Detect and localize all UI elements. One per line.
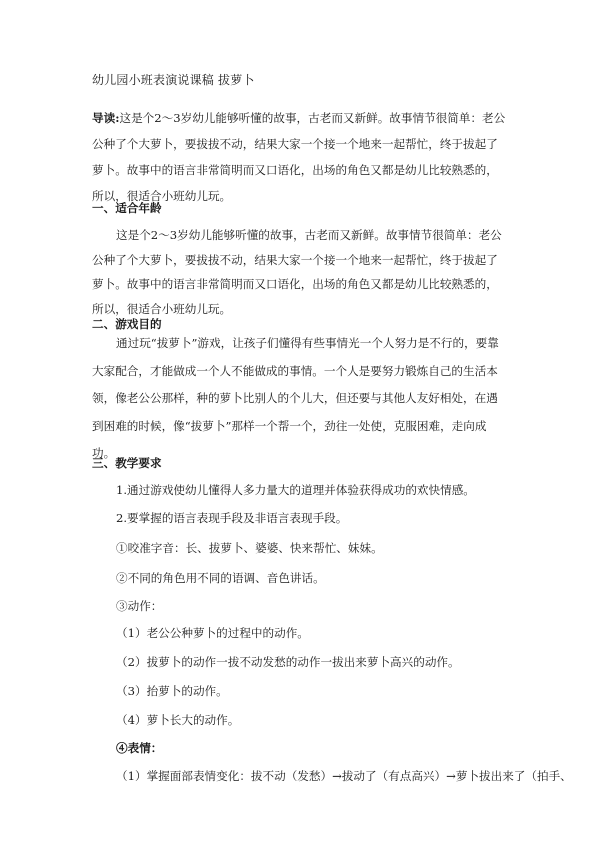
list-item: ①咬准字音：长、拔萝卜、婆婆、快来帮忙、妹妹。: [116, 541, 383, 555]
list-item: （1）老公公种萝卜的过程中的动作。: [116, 626, 309, 640]
section-heading-purpose: 二、游戏目的: [92, 317, 162, 331]
section-paragraph-age: 这是个2～3岁幼儿能够听懂的故事，古老而又新鲜。故事情节很简单：老公公种了个大萝卜，要拔拔不动，结果大家一个接一个地来一起帮忙，终于拔起了萝卜。故事中的语言非常简明而又口语化，出场的角色又都是幼儿比较熟悉的，所以，很适合小班幼儿玩。: [92, 228, 502, 316]
document-title: 幼儿园小班表演说课稿 拔萝卜: [92, 73, 255, 87]
list-item: （1）掌握面部表情变化：拔不动（发愁）→拔动了（有点高兴）→萝卜拔出来了（拍手、: [116, 769, 572, 783]
intro-paragraph: [92, 105, 508, 209]
list-item: ②不同的角色用不同的语调、音色讲话。: [116, 571, 325, 585]
list-item: ④表情：: [116, 741, 163, 755]
section-heading-age: 一、适合年龄: [92, 201, 162, 215]
intro-text: 这是个2～3岁幼儿能够听懂的故事，古老而又新鲜。故事情节很简单：老公公种了个大萝卜，要拔拔不动，结果大家一个接一个地来一起帮忙，终于拔起了萝卜。故事中的语言非常简明而又口语化，出场的角色又都是幼儿比较熟悉的，所以，很适合小班幼儿玩。: [92, 111, 506, 203]
intro-label: 导读:: [92, 111, 120, 125]
list-item: 2.要掌握的语言表现手段及非语言表现手段。: [116, 511, 348, 525]
section-paragraph-purpose: 通过玩“拔萝卜”游戏，让孩子们懂得有些事情光一个人努力是不行的，要靠大家配合，才能做成一个人不能做成的事情。一个人是要努力锻炼自己的生活本领，像老公公那样，种的萝卜比别人的个儿大，但还要与其他人友好相处，在遇到困难的时候，像“拔萝卜”那样一个帮一个，劲往一处使，克服困难，走向成功。: [92, 336, 499, 460]
list-item: 1.通过游戏使幼儿懂得人多力量大的道理并体验获得成功的欢快情感。: [116, 483, 475, 497]
section-heading-requirements: 三、教学要求: [92, 456, 162, 470]
list-item: （4）萝卜长大的动作。: [116, 713, 240, 727]
list-item: （3）抬萝卜的动作。: [116, 684, 228, 698]
list-item: （2）拔萝卜的动作一拔不动发愁的动作一拔出来萝卜高兴的动作。: [116, 655, 460, 669]
list-item: ③动作：: [116, 599, 163, 613]
